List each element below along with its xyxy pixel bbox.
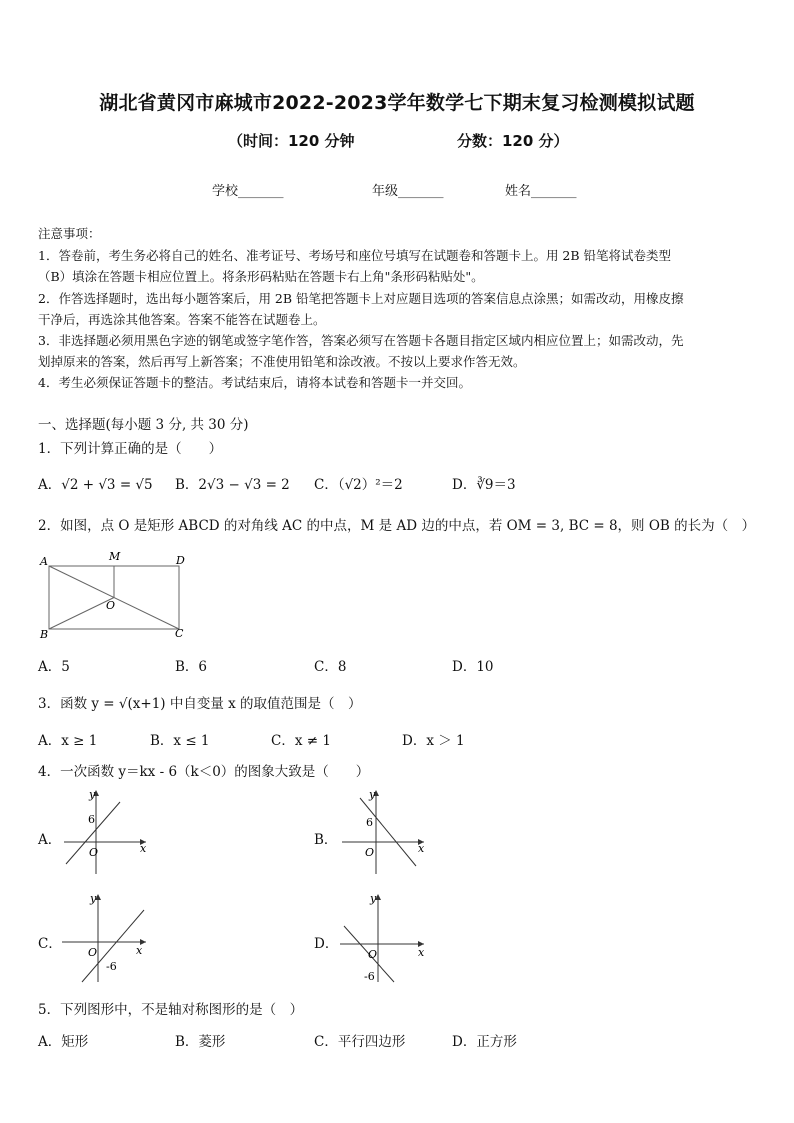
label-m: M bbox=[109, 550, 121, 563]
q3-option-c: C．x ≠ 1 bbox=[271, 733, 331, 749]
q1-stem: 1．下列计算正确的是（ ） bbox=[38, 441, 223, 457]
label-b: B bbox=[40, 628, 49, 641]
q1-option-d: D．∛9＝3 bbox=[452, 477, 516, 493]
q3-option-b: B．x ≤ 1 bbox=[150, 733, 210, 749]
q5-option-c: C．平行四边形 bbox=[314, 1034, 406, 1050]
note-2a: 2．作答选择题时，选出每小题答案后，用 2B 铅笔把答题卡上对应题目选项的答案信息点涂黑；如需改动，用橡皮擦 bbox=[38, 291, 684, 306]
exam-score: 分数：120 分） bbox=[457, 132, 569, 150]
name-field: 姓名_______ bbox=[505, 184, 577, 199]
q3-option-d: D．x ＞ 1 bbox=[402, 733, 465, 749]
svg-text:-6: -6 bbox=[364, 970, 375, 983]
section-heading: 一、选择题(每小题 3 分, 共 30 分) bbox=[38, 417, 249, 433]
label-d: D bbox=[176, 554, 185, 567]
svg-text:O: O bbox=[88, 946, 98, 959]
q3-option-a: A．x ≥ 1 bbox=[38, 733, 98, 749]
q4-stem: 4．一次函数 y＝kx - 6（k＜0）的图象大致是（ ） bbox=[38, 764, 370, 780]
note-2b: 干净后，再选涂其他答案。答案不能答在试题卷上。 bbox=[38, 312, 326, 327]
q5-option-b: B．菱形 bbox=[175, 1034, 226, 1050]
svg-text:6: 6 bbox=[366, 816, 373, 829]
q4-option-a: A． bbox=[38, 832, 62, 848]
svg-text:x: x bbox=[418, 842, 425, 855]
note-1b: （B）填涂在答题卡相应位置上。将条形码粘贴在答题卡右上角"条形码粘贴处"。 bbox=[38, 269, 484, 284]
q3-stem: 3．函数 y = √(x+1) 中自变量 x 的取值范围是（ ） bbox=[38, 696, 362, 712]
svg-text:-6: -6 bbox=[106, 960, 117, 973]
grade-field: 年级_______ bbox=[372, 184, 444, 199]
label-a: A bbox=[40, 555, 48, 568]
page-title: 湖北省黄冈市麻城市2022-2023学年数学七下期末复习检测模拟试题 bbox=[99, 92, 695, 114]
q1-option-c: C．（√2）²＝2 bbox=[314, 477, 403, 493]
svg-text:y: y bbox=[89, 788, 96, 801]
q1-option-a: A．√2 + √3 = √5 bbox=[38, 477, 153, 493]
graph-d bbox=[336, 890, 428, 985]
note-3a: 3．非选择题必须用黑色字迹的钢笔或签字笔作答，答案必须写在答题卡各题目指定区域内相应位置上；如需改动，先 bbox=[38, 333, 684, 348]
q4-option-c: C． bbox=[38, 936, 62, 952]
svg-text:y: y bbox=[369, 788, 376, 801]
q2-stem: 2．如图，点 O 是矩形 ABCD 的对角线 AC 的中点，M 是 AD 边的中点，若 OM = 3, BC = 8，则 OB 的长为（ ） bbox=[38, 518, 756, 534]
svg-text:O: O bbox=[368, 948, 378, 961]
graph-c bbox=[58, 890, 150, 985]
label-c: C bbox=[175, 627, 184, 640]
note-4: 4．考生必须保证答题卡的整洁。考试结束后，请将本试卷和答题卡一并交回。 bbox=[38, 375, 471, 390]
school-field: 学校_______ bbox=[212, 184, 284, 199]
notes-heading: 注意事项： bbox=[38, 226, 101, 241]
svg-text:y: y bbox=[90, 892, 97, 905]
label-o: O bbox=[106, 599, 116, 612]
q1-option-b: B．2√3 − √3 = 2 bbox=[175, 477, 290, 493]
q5-option-d: D．正方形 bbox=[452, 1034, 517, 1050]
svg-text:x: x bbox=[136, 944, 143, 957]
q5-stem: 5．下列图形中，不是轴对称图形的是（ ） bbox=[38, 1002, 304, 1018]
graph-b bbox=[336, 786, 428, 878]
q5-option-a: A．矩形 bbox=[38, 1034, 89, 1050]
svg-text:x: x bbox=[418, 946, 425, 959]
q2-option-b: B．6 bbox=[175, 659, 208, 675]
rectangle-figure bbox=[36, 548, 196, 643]
exam-time: （时间：120 分钟 bbox=[228, 132, 355, 150]
svg-text:O: O bbox=[365, 846, 375, 859]
note-3b: 划掉原来的答案，然后再写上新答案；不准使用铅笔和涂改液。不按以上要求作答无效。 bbox=[38, 354, 526, 369]
q2-option-a: A．5 bbox=[38, 659, 70, 675]
q4-option-b: B． bbox=[314, 832, 338, 848]
svg-text:O: O bbox=[89, 846, 99, 859]
svg-text:x: x bbox=[140, 842, 147, 855]
note-1a: 1．答卷前，考生务必将自己的姓名、准考证号、考场号和座位号填写在试题卷和答题卡上。用 2B 铅笔将试卷类型 bbox=[38, 248, 672, 263]
q2-option-c: C．8 bbox=[314, 659, 347, 675]
q2-option-d: D．10 bbox=[452, 659, 494, 675]
q4-option-d: D． bbox=[314, 936, 339, 952]
graph-a bbox=[58, 786, 150, 878]
svg-text:y: y bbox=[370, 892, 377, 905]
svg-text:6: 6 bbox=[88, 813, 95, 826]
